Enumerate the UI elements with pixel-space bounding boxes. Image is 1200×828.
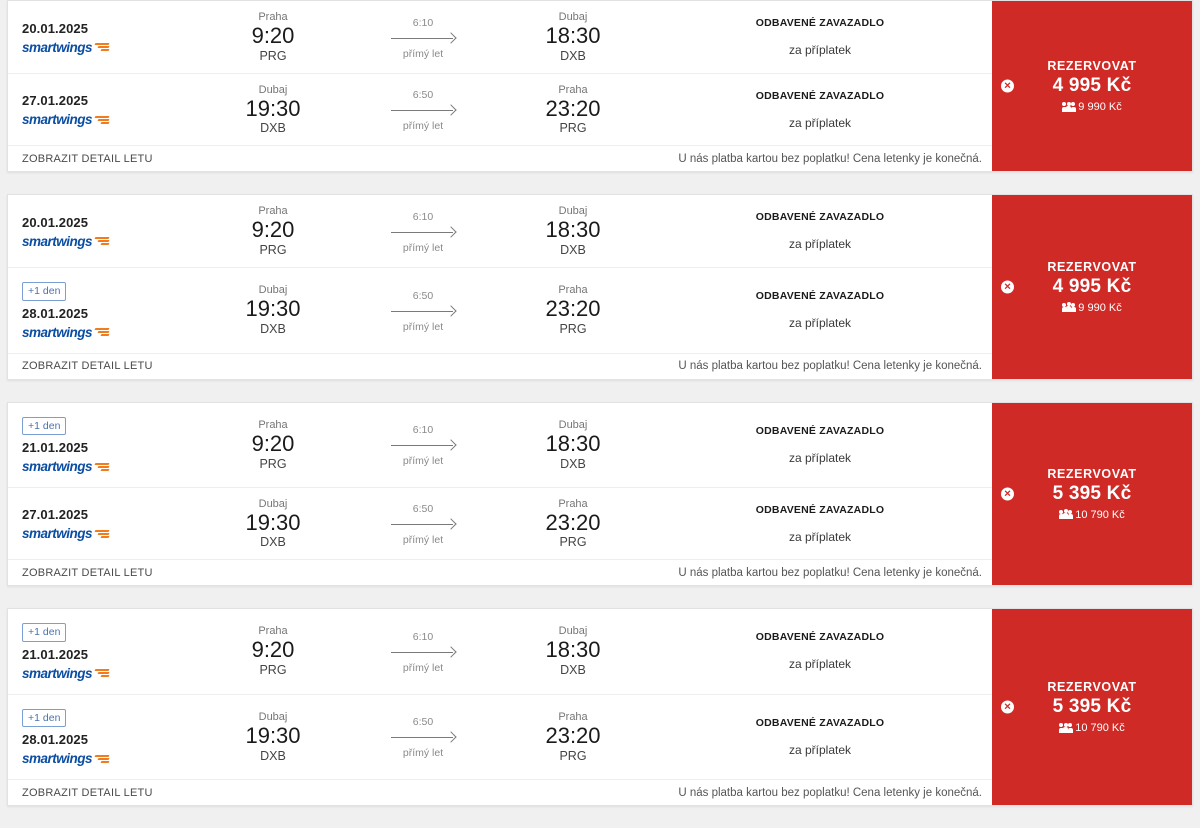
duration-block (348, 494, 498, 553)
carrier-name: smartwings (22, 112, 93, 127)
carrier-name: smartwings (22, 665, 93, 681)
duration-block (348, 201, 498, 261)
duration-block (348, 7, 498, 67)
baggage-note: za příplatek (788, 115, 852, 130)
departure-block (198, 615, 348, 688)
return-leg (8, 694, 992, 780)
carrier-name: smartwings (22, 526, 93, 541)
leg-date-block (8, 701, 198, 774)
baggage-note: za příplatek (788, 43, 852, 57)
arrival-city: Praha (558, 83, 588, 96)
flight-details (8, 609, 992, 805)
carrier-logo (22, 460, 198, 473)
departure-city: Praha (258, 418, 288, 431)
departure-city: Dubaj (258, 710, 288, 723)
flight-duration: 6:50 (412, 716, 434, 729)
leg-date-block (8, 201, 198, 261)
arrival-airport-code: PRG (559, 121, 587, 136)
outbound-leg (8, 195, 992, 267)
price-total-block (1059, 509, 1125, 521)
card-footer (8, 779, 992, 805)
baggage-note: za příplatek (788, 450, 852, 465)
departure-city: Dubaj (258, 83, 288, 96)
departure-airport-code: PRG (259, 456, 287, 471)
outbound-leg (8, 403, 992, 488)
arrival-city: Dubaj (558, 11, 588, 24)
price-total-block (1059, 722, 1125, 734)
arrival-block (498, 7, 648, 67)
show-flight-detail-link[interactable]: ZOBRAZIT DETAIL LETU (22, 152, 153, 165)
departure-airport-code: PRG (259, 663, 287, 678)
arrival-time: 18:30 (545, 217, 601, 243)
flight-details (8, 195, 992, 379)
stops-info: přímý let (402, 747, 444, 760)
stops-info: přímý let (402, 320, 444, 333)
arrival-time: 23:20 (545, 509, 601, 535)
flight-result-card (7, 608, 1193, 806)
price-total-block (1062, 302, 1121, 314)
carrier-stripes-icon (95, 463, 111, 471)
arrow-right-icon (391, 440, 455, 450)
arrival-block (498, 701, 648, 774)
arrival-time: 18:30 (545, 430, 601, 456)
baggage-block (648, 80, 992, 139)
carrier-logo (22, 326, 198, 339)
carrier-logo (22, 527, 198, 540)
close-icon[interactable]: ✕ (1001, 280, 1014, 293)
arrival-airport-code: DXB (560, 242, 586, 257)
return-leg (8, 487, 992, 559)
card-footer (8, 353, 992, 379)
arrival-city: Dubaj (558, 205, 588, 218)
baggage-note: za příplatek (788, 316, 852, 331)
baggage-note: za příplatek (788, 529, 852, 544)
departure-time: 9:20 (251, 23, 295, 49)
flight-duration: 6:10 (412, 16, 434, 29)
departure-block (198, 7, 348, 67)
departure-airport-code: PRG (259, 242, 287, 257)
stops-info: přímý let (402, 534, 444, 546)
baggage-note: za příplatek (788, 657, 852, 672)
departure-time: 9:20 (251, 637, 295, 663)
departure-city: Praha (258, 625, 288, 638)
price-total: 10 790 Kč (1075, 722, 1125, 734)
arrival-city: Praha (558, 710, 588, 723)
book-label: REZERVOVAT (1047, 680, 1137, 694)
carrier-logo (22, 41, 198, 54)
baggage-block (648, 409, 992, 482)
departure-city: Dubaj (258, 284, 288, 297)
departure-time: 9:20 (251, 217, 295, 243)
return-leg (8, 267, 992, 353)
price-per-person: 4 995 Kč (1052, 75, 1132, 96)
close-icon[interactable]: ✕ (1001, 487, 1014, 500)
departure-airport-code: DXB (260, 322, 286, 337)
departure-block (198, 201, 348, 261)
payment-note: U nás platba kartou bez poplatku! Cena letenky je konečná. (678, 152, 982, 165)
leg-date: 28.01.2025 (22, 305, 89, 321)
book-button[interactable] (992, 609, 1192, 805)
stops-info: přímý let (402, 455, 444, 468)
price-total: 9 990 Kč (1078, 301, 1122, 314)
carrier-stripes-icon (95, 530, 111, 538)
show-flight-detail-link[interactable]: ZOBRAZIT DETAIL LETU (22, 566, 153, 579)
flight-result-card (7, 0, 1193, 172)
book-button[interactable] (992, 195, 1192, 379)
departure-block (198, 274, 348, 347)
baggage-block (648, 274, 992, 347)
departure-airport-code: DXB (260, 535, 286, 550)
arrival-time: 23:20 (545, 95, 601, 121)
price-total-block (1062, 101, 1121, 113)
carrier-name: smartwings (22, 233, 93, 249)
departure-time: 9:20 (251, 430, 295, 456)
duration-block (348, 409, 498, 482)
departure-block (198, 701, 348, 774)
card-footer (8, 559, 992, 585)
flight-duration: 6:50 (412, 289, 434, 302)
leg-date-block (8, 615, 198, 688)
flight-duration: 6:50 (412, 503, 434, 515)
people-icon (1062, 102, 1075, 112)
departure-time: 19:30 (245, 296, 301, 322)
departure-airport-code: DXB (260, 121, 286, 136)
arrow-right-icon (391, 732, 455, 742)
arrival-airport-code: PRG (559, 535, 587, 550)
carrier-stripes-icon (95, 43, 111, 51)
baggage-title: ODBAVENÉ ZAVAZADLO (755, 424, 885, 437)
carrier-stripes-icon (95, 669, 111, 677)
arrival-airport-code: PRG (559, 748, 587, 763)
departure-airport-code: PRG (259, 48, 287, 63)
baggage-block (648, 494, 992, 553)
leg-date: 27.01.2025 (22, 93, 89, 108)
departure-time: 19:30 (245, 509, 301, 535)
departure-city: Praha (258, 205, 288, 218)
card-footer (8, 145, 992, 171)
book-button[interactable] (992, 1, 1192, 171)
arrival-city: Dubaj (558, 625, 588, 638)
book-button[interactable] (992, 403, 1192, 586)
baggage-note: za příplatek (788, 237, 852, 251)
baggage-title: ODBAVENÉ ZAVAZADLO (755, 89, 885, 102)
price-per-person: 5 395 Kč (1052, 482, 1132, 504)
carrier-logo (22, 752, 198, 765)
baggage-block (648, 701, 992, 774)
flight-details (8, 403, 992, 586)
arrival-time: 23:20 (545, 722, 601, 748)
leg-date-block (8, 274, 198, 347)
carrier-logo (22, 667, 198, 680)
flight-details (8, 1, 992, 171)
arrival-airport-code: DXB (560, 48, 586, 63)
price-per-person: 5 395 Kč (1052, 696, 1132, 717)
leg-date: 28.01.2025 (22, 732, 89, 747)
arrival-block (498, 80, 648, 139)
show-flight-detail-link[interactable]: ZOBRAZIT DETAIL LETU (22, 360, 153, 372)
arrival-airport-code: PRG (559, 322, 587, 337)
arrival-city: Praha (558, 284, 588, 297)
carrier-stripes-icon (95, 328, 111, 336)
baggage-note: za příplatek (788, 742, 852, 757)
duration-block (348, 274, 498, 347)
baggage-title: ODBAVENÉ ZAVAZADLO (755, 211, 885, 223)
duration-block (348, 701, 498, 774)
people-icon (1059, 510, 1072, 520)
departure-time: 19:30 (245, 722, 301, 748)
leg-date-block (8, 80, 198, 139)
leg-date: 20.01.2025 (22, 20, 89, 36)
departure-time: 19:30 (245, 95, 301, 121)
carrier-logo (22, 113, 198, 126)
arrival-block (498, 615, 648, 688)
outbound-leg (8, 609, 992, 694)
carrier-logo (22, 235, 198, 248)
baggage-block (648, 7, 992, 67)
price-per-person: 4 995 Kč (1052, 275, 1132, 297)
book-label: REZERVOVAT (1047, 259, 1137, 274)
book-label: REZERVOVAT (1047, 466, 1137, 481)
arrival-block (498, 409, 648, 482)
leg-date-block (8, 494, 198, 553)
flight-duration: 6:10 (412, 210, 434, 223)
carrier-stripes-icon (95, 755, 111, 763)
arrow-right-icon (391, 105, 455, 115)
arrival-airport-code: DXB (560, 456, 586, 471)
departure-city: Dubaj (258, 497, 288, 510)
leg-date: 21.01.2025 (22, 440, 89, 455)
payment-note: U nás platba kartou bez poplatku! Cena letenky je konečná. (678, 786, 982, 799)
baggage-title: ODBAVENÉ ZAVAZADLO (755, 17, 885, 29)
arrival-block (498, 274, 648, 347)
people-icon (1062, 303, 1075, 313)
arrow-right-icon (391, 33, 455, 43)
baggage-title: ODBAVENÉ ZAVAZADLO (755, 716, 885, 729)
plus-day-badge: +1 den (22, 417, 66, 436)
plus-day-badge: +1 den (22, 282, 66, 301)
duration-block (348, 80, 498, 139)
carrier-name: smartwings (22, 324, 93, 340)
price-total: 10 790 Kč (1075, 508, 1125, 521)
leg-date: 21.01.2025 (22, 646, 89, 662)
close-icon[interactable]: ✕ (1001, 701, 1014, 714)
baggage-title: ODBAVENÉ ZAVAZADLO (755, 503, 885, 516)
leg-date: 20.01.2025 (22, 214, 89, 230)
plus-day-badge: +1 den (22, 623, 66, 642)
arrival-city: Dubaj (558, 418, 588, 431)
return-leg (8, 73, 992, 145)
arrival-time: 18:30 (545, 23, 601, 49)
payment-note: U nás platba kartou bez poplatku! Cena letenky je konečná. (678, 360, 982, 372)
flight-duration: 6:50 (412, 89, 434, 101)
carrier-name: smartwings (22, 39, 93, 55)
departure-block (198, 80, 348, 139)
close-icon[interactable]: ✕ (1001, 80, 1014, 93)
arrow-right-icon (391, 519, 455, 529)
departure-airport-code: DXB (260, 748, 286, 763)
arrow-right-icon (391, 647, 455, 657)
price-total: 9 990 Kč (1078, 101, 1122, 113)
stops-info: přímý let (402, 661, 444, 674)
leg-date-block (8, 7, 198, 67)
flight-duration: 6:10 (412, 424, 434, 437)
book-label: REZERVOVAT (1047, 59, 1137, 73)
arrow-right-icon (391, 227, 455, 237)
baggage-title: ODBAVENÉ ZAVAZADLO (755, 290, 885, 303)
flight-result-card (7, 194, 1193, 380)
flight-result-card (7, 402, 1193, 587)
arrival-time: 23:20 (545, 296, 601, 322)
arrival-airport-code: DXB (560, 663, 586, 678)
carrier-stripes-icon (95, 116, 111, 124)
carrier-name: smartwings (22, 459, 93, 474)
outbound-leg (8, 1, 992, 73)
arrival-block (498, 201, 648, 261)
plus-day-badge: +1 den (22, 709, 66, 728)
show-flight-detail-link[interactable]: ZOBRAZIT DETAIL LETU (22, 786, 153, 799)
carrier-name: smartwings (22, 751, 93, 766)
payment-note: U nás platba kartou bez poplatku! Cena letenky je konečná. (678, 566, 982, 579)
stops-info: přímý let (402, 120, 444, 132)
baggage-title: ODBAVENÉ ZAVAZADLO (755, 631, 885, 644)
departure-block (198, 409, 348, 482)
baggage-block (648, 615, 992, 688)
baggage-block (648, 201, 992, 261)
departure-block (198, 494, 348, 553)
stops-info: přímý let (402, 47, 444, 60)
leg-date: 27.01.2025 (22, 507, 89, 522)
carrier-stripes-icon (95, 237, 111, 245)
flight-duration: 6:10 (412, 630, 434, 643)
departure-city: Praha (258, 11, 288, 24)
stops-info: přímý let (402, 241, 444, 254)
arrival-time: 18:30 (545, 637, 601, 663)
arrival-city: Praha (558, 497, 588, 510)
people-icon (1059, 723, 1072, 733)
arrow-right-icon (391, 306, 455, 316)
arrival-block (498, 494, 648, 553)
duration-block (348, 615, 498, 688)
leg-date-block (8, 409, 198, 482)
